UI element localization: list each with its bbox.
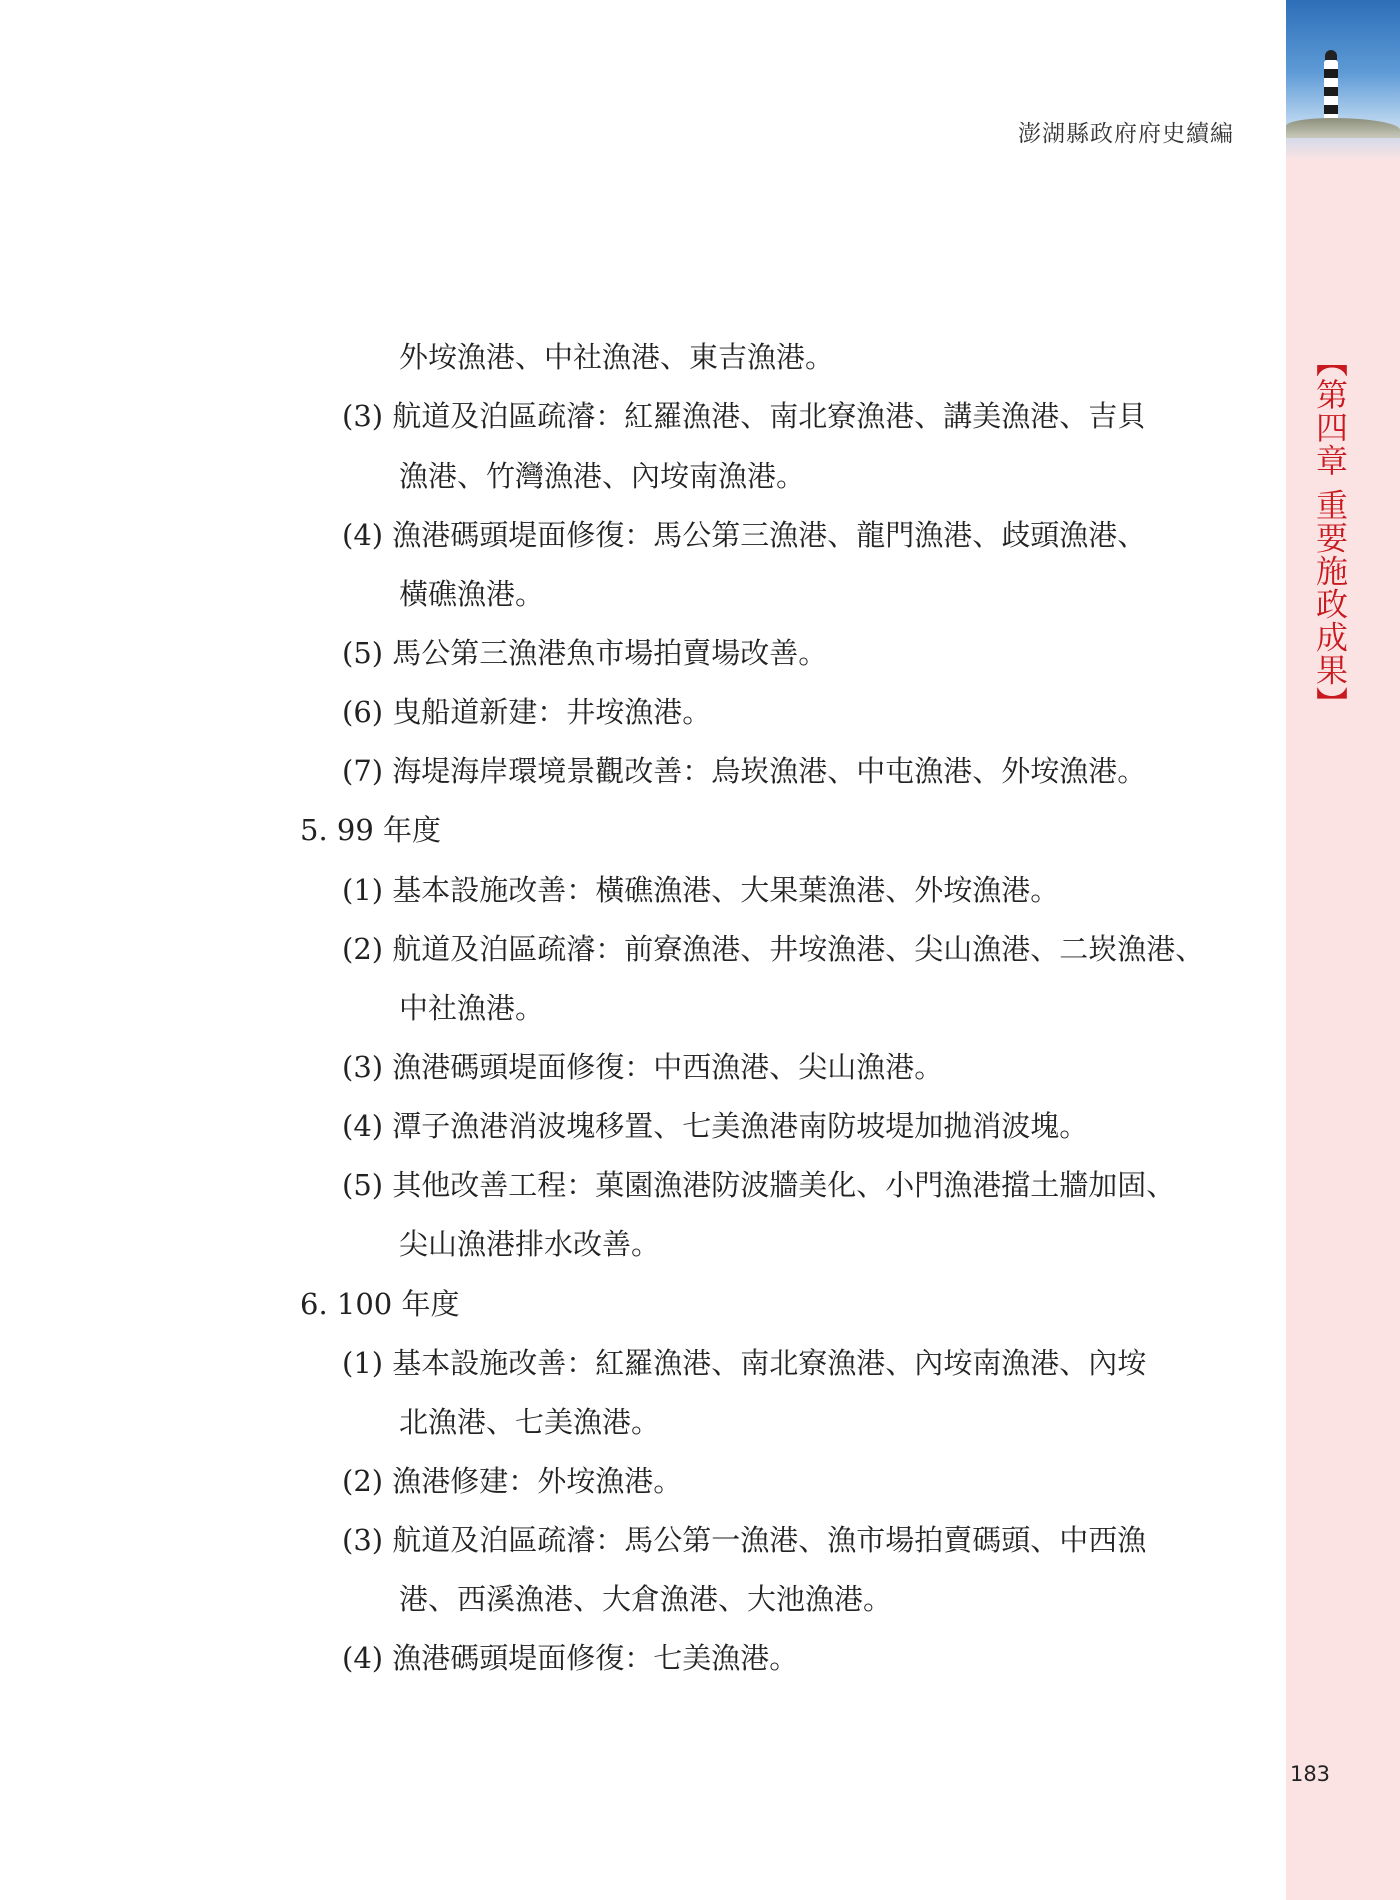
text-line: 中社漁港。 xyxy=(399,991,545,1025)
text-line: 外垵漁港、中社漁港、東吉漁港。 xyxy=(399,340,835,374)
section-heading: 5. 99 年度 xyxy=(300,813,442,847)
list-item: (3) 漁港碼頭堤面修復：中西漁港、尖山漁港。 xyxy=(342,1050,944,1084)
list-item: (1) 基本設施改善：紅羅漁港、南北寮漁港、內垵南漁港、內垵 xyxy=(342,1346,1147,1380)
text-line: 北漁港、七美漁港。 xyxy=(399,1405,661,1439)
lighthouse-icon xyxy=(1324,60,1338,120)
list-item: (3) 航道及泊區疏濬：紅羅漁港、南北寮漁港、講美漁港、吉貝 xyxy=(342,399,1147,433)
text-line: 港、西溪漁港、大倉漁港、大池漁港。 xyxy=(399,1582,893,1616)
text-line: 漁港、竹灣漁港、內垵南漁港。 xyxy=(399,459,806,493)
list-item: (5) 其他改善工程：菓園漁港防波牆美化、小門漁港擋土牆加固、 xyxy=(342,1168,1176,1202)
text-line: 橫礁漁港。 xyxy=(399,577,545,611)
lighthouse-photo xyxy=(1286,0,1400,160)
chapter-tab: 【第四章 重要施政成果】 xyxy=(1311,345,1349,720)
list-item: (2) 漁港修建：外垵漁港。 xyxy=(342,1464,683,1498)
list-item: (5) 馬公第三漁港魚市場拍賣場改善。 xyxy=(342,636,828,670)
list-item: (7) 海堤海岸環境景觀改善：烏崁漁港、中屯漁港、外垵漁港。 xyxy=(342,754,1147,788)
section-heading: 6. 100 年度 xyxy=(300,1287,460,1321)
side-band xyxy=(1286,0,1400,1900)
text-line: 尖山漁港排水改善。 xyxy=(399,1227,661,1261)
list-item: (1) 基本設施改善：橫礁漁港、大果葉漁港、外垵漁港。 xyxy=(342,873,1060,907)
list-item: (3) 航道及泊區疏濬：馬公第一漁港、漁市場拍賣碼頭、中西漁 xyxy=(342,1523,1147,1557)
list-item: (4) 漁港碼頭堤面修復：馬公第三漁港、龍門漁港、歧頭漁港、 xyxy=(342,518,1147,552)
running-head: 澎湖縣政府府史續編 xyxy=(1018,121,1234,147)
list-item: (4) 漁港碼頭堤面修復：七美漁港。 xyxy=(342,1641,799,1675)
coast-land xyxy=(1286,118,1400,138)
page-number: 183 xyxy=(1289,1762,1331,1786)
list-item: (4) 潭子漁港消波塊移置、七美漁港南防坡堤加拋消波塊。 xyxy=(342,1109,1089,1143)
list-item: (2) 航道及泊區疏濬：前寮漁港、井垵漁港、尖山漁港、二崁漁港、 xyxy=(342,932,1205,966)
list-item: (6) 曳船道新建：井垵漁港。 xyxy=(342,695,712,729)
